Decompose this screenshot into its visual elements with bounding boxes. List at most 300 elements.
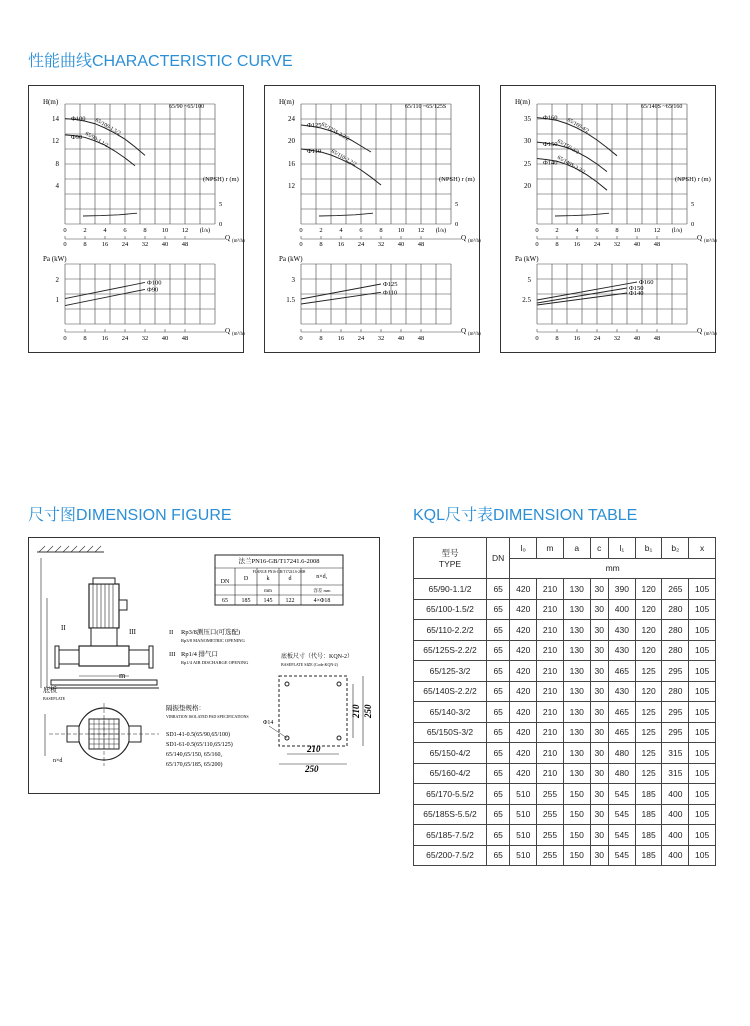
table-cell: 420: [510, 620, 537, 641]
head-curve-label: 65/100-1.5/2: [94, 117, 122, 137]
q-ls-tick: 8: [143, 227, 147, 234]
pa-axis-label: Pa (kW): [43, 255, 67, 263]
table-cell: 120: [635, 579, 662, 600]
q-unit: (m³/h): [232, 239, 245, 244]
note-iii: III: [169, 651, 176, 658]
table-row: [414, 661, 716, 682]
q-ls-tick: 12: [417, 227, 425, 234]
pad-title-en: VIBRATION ISOLATED PAD SPECIFICATIONS: [166, 714, 249, 719]
table-cell-type: 65/185-7.5/2: [414, 825, 487, 846]
q-m3h-tick: 16: [337, 241, 345, 248]
col-m: m: [537, 538, 564, 559]
table-cell: 130: [563, 743, 590, 764]
power-curve-label: Φ90: [147, 286, 159, 294]
q-label: Q: [697, 234, 703, 242]
flange-unit: mm: [264, 589, 272, 594]
table-cell: 125: [635, 661, 662, 682]
table-cell: 30: [590, 620, 608, 641]
pa-tick: 1: [55, 296, 59, 304]
q-m3h-tick: 32: [613, 335, 621, 342]
q-ls-tick: 12: [653, 227, 661, 234]
q-label: Q: [225, 234, 231, 242]
q-m3h-tick: 16: [573, 241, 581, 248]
m-label: m: [119, 671, 126, 680]
table-cell-type: 65/170-5.5/2: [414, 784, 487, 805]
table-cell: 105: [689, 722, 716, 743]
power-curve-label: Φ100: [147, 279, 162, 287]
q-ls-tick: 8: [615, 227, 619, 234]
col-l1: l₁: [609, 538, 636, 559]
table-cell: 65: [487, 784, 510, 805]
q-m3h-tick: 24: [593, 241, 601, 248]
q-m3h-tick: 16: [573, 335, 581, 342]
table-cell: 130: [563, 579, 590, 600]
table-row: [414, 825, 716, 846]
table-cell: 30: [590, 743, 608, 764]
flange-head-dn: DN: [220, 579, 230, 585]
table-cell: 30: [590, 763, 608, 784]
dimension-drawing: [29, 538, 379, 793]
table-cell: 185: [635, 845, 662, 866]
chart-panel-1: [28, 85, 244, 353]
q-m3h-tick: 48: [181, 335, 189, 342]
chart-2: [265, 86, 479, 352]
table-cell: 65: [487, 702, 510, 723]
table-cell: 65: [487, 763, 510, 784]
q-ls-tick: 6: [595, 227, 599, 234]
table-cell: 30: [590, 640, 608, 661]
q-m3h-tick: 0: [535, 241, 539, 248]
table-cell: 420: [510, 661, 537, 682]
table-cell: 420: [510, 640, 537, 661]
baseplate-label: 底板: [43, 686, 57, 694]
power-curve-label: Φ125: [383, 281, 398, 288]
note-rp38-en: Rp3/8 MANOMETRIC OPENING: [181, 638, 245, 643]
q-ls-tick: 4: [575, 227, 579, 234]
table-cell: 150: [563, 784, 590, 805]
table-cell: 295: [662, 661, 689, 682]
q-m3h-tick: 8: [83, 241, 87, 248]
table-cell: 545: [609, 804, 636, 825]
q-unit: (m³/h): [232, 332, 245, 337]
table-cell: 255: [537, 845, 564, 866]
q-m3h-tick: 0: [535, 335, 539, 342]
table-cell: 105: [689, 784, 716, 805]
h-tick: 25: [524, 160, 531, 168]
table-cell: 105: [689, 825, 716, 846]
q-m3h-tick: 8: [555, 335, 559, 342]
impeller-label: Φ160: [543, 114, 558, 122]
table-cell: 65: [487, 722, 510, 743]
table-cell: 125: [635, 743, 662, 764]
flange-head-d-small: d: [288, 576, 292, 582]
table-cell: 400: [662, 825, 689, 846]
table-row: [414, 681, 716, 702]
table-cell: 120: [635, 620, 662, 641]
chart-1: [29, 86, 243, 352]
table-cell-type: 65/185S-5.5/2: [414, 804, 487, 825]
q-m3h-tick: 32: [613, 241, 621, 248]
h-tick: 4: [55, 182, 59, 190]
flange-sub: 容差 mm: [313, 588, 331, 593]
flange-title: 法兰PN16-GB/T17241.6-2008: [238, 558, 320, 565]
q-ls-tick: (l/s): [199, 227, 211, 234]
flange-table: [215, 555, 343, 605]
col-b1: b₁: [635, 538, 662, 559]
chart-panel-3: [500, 85, 716, 353]
table-cell: 105: [689, 681, 716, 702]
head-curve-label: 65/140S-2.2/2: [556, 154, 587, 176]
table-cell: 280: [662, 681, 689, 702]
h-tick: 24: [288, 115, 295, 123]
table-cell: 255: [537, 784, 564, 805]
table-cell-type: 65/200-7.5/2: [414, 845, 487, 866]
table-cell: 510: [510, 825, 537, 846]
table-cell: 30: [590, 784, 608, 805]
q-unit: (m³/h): [704, 332, 717, 337]
table-cell: 105: [689, 620, 716, 641]
table-cell: 30: [590, 661, 608, 682]
q-ls-tick: 2: [319, 227, 323, 234]
table-row: [414, 743, 716, 764]
pa-tick: 2: [55, 276, 59, 284]
table-cell: 105: [689, 743, 716, 764]
table-row: [414, 640, 716, 661]
table-cell: 465: [609, 722, 636, 743]
q-m3h-tick: 0: [299, 241, 303, 248]
impeller-label: Φ140: [543, 159, 558, 167]
table-cell: 545: [609, 825, 636, 846]
table-cell: 65: [487, 743, 510, 764]
dim-250-v: 250: [363, 704, 373, 718]
npsh-label: (NPSH) r (m): [203, 176, 239, 183]
q-m3h-tick: 8: [319, 335, 323, 342]
table-cell: 65: [487, 620, 510, 641]
h-tick: 14: [52, 115, 59, 123]
table-row: [414, 722, 716, 743]
col-a: a: [563, 538, 590, 559]
head-curve-label: 65/150-3/2: [556, 138, 580, 156]
table-cell: 130: [563, 722, 590, 743]
nd-label: n×d: [53, 758, 63, 764]
npsh-tick: 5: [691, 201, 695, 208]
table-cell: 65: [487, 579, 510, 600]
dim-210-h: 210: [307, 744, 321, 754]
pad-sd1: SD1-41-0.5(65/90,65/100): [166, 732, 230, 738]
q-unit: (m³/h): [468, 239, 481, 244]
table-cell: 265: [662, 579, 689, 600]
table-cell-type: 65/110-2.2/2: [414, 620, 487, 641]
table-cell: 210: [537, 702, 564, 723]
table-row: [414, 579, 716, 600]
q-m3h-tick: 48: [417, 335, 425, 342]
table-cell: 120: [635, 599, 662, 620]
flange-val-d-small: 122: [285, 598, 295, 604]
pa-axis-label: Pa (kW): [515, 255, 539, 263]
table-cell: 430: [609, 640, 636, 661]
q-ls-tick: (l/s): [671, 227, 683, 234]
col-c: c: [590, 538, 608, 559]
table-cell: 510: [510, 804, 537, 825]
head-curve-label: 65/110-2.2/2: [330, 148, 358, 168]
h-tick: 20: [288, 137, 295, 145]
table-cell: 315: [662, 763, 689, 784]
table-cell: 545: [609, 845, 636, 866]
table-cell-type: 65/100-1.5/2: [414, 599, 487, 620]
table-cell: 420: [510, 722, 537, 743]
h-axis-label: H(m): [43, 98, 59, 106]
q-m3h-tick: 8: [83, 335, 87, 342]
table-cell: 430: [609, 620, 636, 641]
table-cell: 150: [563, 804, 590, 825]
q-label: Q: [697, 327, 703, 335]
table-cell: 130: [563, 640, 590, 661]
dim-250-h: 250: [305, 764, 319, 774]
table-cell: 210: [537, 579, 564, 600]
q-m3h-tick: 24: [593, 335, 601, 342]
table-cell: 150: [563, 845, 590, 866]
q-m3h-tick: 32: [377, 335, 385, 342]
table-cell: 400: [662, 784, 689, 805]
impeller-label: Φ100: [71, 115, 86, 123]
q-m3h-tick: 32: [141, 335, 149, 342]
table-cell: 210: [537, 743, 564, 764]
legend-title: 65/110 ~65/125S: [405, 104, 447, 110]
table-cell: 125: [635, 763, 662, 784]
table-cell: 65: [487, 845, 510, 866]
q-m3h-tick: 32: [141, 241, 149, 248]
table-cell: 430: [609, 681, 636, 702]
h-tick: 30: [524, 137, 531, 145]
table-row: [414, 784, 716, 805]
table-cell: 280: [662, 599, 689, 620]
table-cell-type: 65/150-4/2: [414, 743, 487, 764]
marker-ii-left: II: [61, 624, 66, 632]
col-b2: b₂: [662, 538, 689, 559]
table-cell: 105: [689, 702, 716, 723]
q-m3h-tick: 40: [397, 335, 405, 342]
q-m3h-tick: 16: [337, 335, 345, 342]
pa-tick: 1.5: [286, 296, 295, 304]
table-cell: 480: [609, 763, 636, 784]
dimension-figure: [28, 537, 380, 794]
col-l0: l₀: [510, 538, 537, 559]
table-cell: 315: [662, 743, 689, 764]
table-cell-type: 65/150S-3/2: [414, 722, 487, 743]
table-cell: 150: [563, 825, 590, 846]
impeller-label: Φ150: [543, 141, 558, 149]
table-cell: 130: [563, 661, 590, 682]
impeller-label: Φ125: [307, 122, 322, 129]
q-m3h-tick: 48: [181, 241, 189, 248]
dimension-table-body: [414, 579, 716, 866]
q-ls-tick: 6: [123, 227, 127, 234]
table-cell: 65: [487, 804, 510, 825]
dim-210-v: 210: [351, 704, 361, 718]
q-ls-tick: 6: [359, 227, 363, 234]
table-cell-type: 65/125-3/2: [414, 661, 487, 682]
table-cell: 30: [590, 825, 608, 846]
q-m3h-tick: 16: [101, 335, 109, 342]
h-axis-label: H(m): [515, 98, 531, 106]
h-tick: 8: [55, 160, 59, 168]
power-curve-label: Φ140: [629, 290, 644, 297]
table-cell: 210: [537, 763, 564, 784]
baseplate-title-en: BASEPLATE SIZE (Code:KQN-2): [281, 662, 338, 667]
table-cell-type: 65/140S-2.2/2: [414, 681, 487, 702]
h-tick: 35: [524, 115, 531, 123]
table-cell: 120: [635, 640, 662, 661]
power-curve-label: Φ160: [639, 279, 654, 286]
legend-title: 65/140S ~65/160: [641, 104, 683, 110]
table-cell-type: 65/125S-2.2/2: [414, 640, 487, 661]
col-x: x: [689, 538, 716, 559]
table-cell: 210: [537, 640, 564, 661]
q-ls-tick: 10: [397, 227, 405, 234]
table-cell: 65: [487, 661, 510, 682]
power-curve-label: Φ150: [629, 285, 644, 292]
table-cell: 120: [635, 681, 662, 702]
q-m3h-tick: 48: [653, 241, 661, 248]
table-cell: 400: [662, 845, 689, 866]
chart-panel-2: [264, 85, 480, 353]
q-m3h-tick: 24: [357, 335, 365, 342]
col-dn: DN: [487, 538, 510, 579]
table-cell: 130: [563, 763, 590, 784]
q-ls-tick: 12: [181, 227, 189, 234]
table-cell: 125: [635, 702, 662, 723]
q-label: Q: [225, 327, 231, 335]
table-cell: 420: [510, 763, 537, 784]
h-tick: 12: [288, 182, 295, 190]
table-cell: 30: [590, 579, 608, 600]
pa-tick: 5: [527, 276, 531, 284]
q-m3h-tick: 0: [299, 335, 303, 342]
dimension-figure-title: 尺寸图DIMENSION FIGURE: [28, 507, 232, 524]
table-cell: 130: [563, 681, 590, 702]
table-cell: 280: [662, 640, 689, 661]
table-cell: 210: [537, 661, 564, 682]
power-curve-label: Φ110: [383, 289, 398, 297]
table-cell: 105: [689, 661, 716, 682]
table-cell: 420: [510, 599, 537, 620]
table-cell: 390: [609, 579, 636, 600]
table-cell: 125: [635, 722, 662, 743]
pad-sd4: 65/170,65/185, 65/200): [166, 762, 223, 768]
table-cell: 545: [609, 784, 636, 805]
table-cell: 105: [689, 763, 716, 784]
table-row: [414, 620, 716, 641]
dimension-table-title: KQL尺寸表DIMENSION TABLE: [413, 507, 638, 524]
flange-val-k: 145: [263, 598, 273, 604]
dimension-table: [413, 537, 716, 866]
pa-axis-label: Pa (kW): [279, 255, 303, 263]
h-axis-label: H(m): [279, 98, 295, 106]
q-ls-tick: 0: [535, 227, 539, 234]
legend-title: 65/90 ~65/100: [169, 104, 205, 110]
h-tick: 16: [288, 160, 295, 168]
impeller-label: Φ110: [307, 148, 322, 155]
q-m3h-tick: 24: [121, 335, 129, 342]
npsh-label: (NPSH) r (m): [439, 176, 475, 183]
table-cell: 65: [487, 640, 510, 661]
npsh-tick: 0: [455, 221, 459, 228]
q-m3h-tick: 8: [555, 241, 559, 248]
h-tick: 20: [524, 182, 531, 190]
npsh-tick: 0: [219, 221, 223, 228]
pad-sd2: SD1-61-0.5(65/110,65/125): [166, 742, 233, 748]
q-ls-tick: 2: [83, 227, 87, 234]
table-row: [414, 702, 716, 723]
q-ls-tick: (l/s): [435, 227, 447, 234]
q-ls-tick: 0: [299, 227, 303, 234]
flange-val-dn: 65: [222, 598, 228, 604]
npsh-tick: 0: [691, 221, 695, 228]
flange-head-d: D: [243, 576, 249, 582]
q-unit: (m³/h): [468, 332, 481, 337]
note-rp14-en: Rp1/4 AIR DISCHARGE OPENING: [181, 660, 249, 665]
table-row: [414, 599, 716, 620]
table-cell: 105: [689, 599, 716, 620]
q-m3h-tick: 0: [63, 335, 67, 342]
table-cell: 400: [609, 599, 636, 620]
table-row: [414, 845, 716, 866]
q-ls-tick: 10: [161, 227, 169, 234]
q-m3h-tick: 48: [653, 335, 661, 342]
impeller-label: Φ90: [71, 133, 83, 141]
table-cell: 400: [662, 804, 689, 825]
table-cell: 105: [689, 804, 716, 825]
table-cell: 465: [609, 702, 636, 723]
table-cell: 30: [590, 845, 608, 866]
table-row: [414, 763, 716, 784]
note-rp38: Rp3/8测压口(可选配): [181, 629, 241, 636]
q-m3h-tick: 40: [161, 241, 169, 248]
note-rp14: Rp1/4 排气口: [181, 651, 219, 658]
power-curve: [301, 284, 381, 299]
table-cell: 105: [689, 579, 716, 600]
q-m3h-tick: 40: [633, 241, 641, 248]
table-cell: 30: [590, 722, 608, 743]
q-m3h-tick: 8: [319, 241, 323, 248]
table-cell: 30: [590, 804, 608, 825]
npsh-tick: 5: [219, 201, 223, 208]
q-ls-tick: 2: [555, 227, 559, 234]
table-cell: 280: [662, 620, 689, 641]
table-cell: 65: [487, 681, 510, 702]
q-m3h-tick: 48: [417, 241, 425, 248]
table-cell: 510: [510, 845, 537, 866]
table-cell: 210: [537, 681, 564, 702]
table-cell: 185: [635, 825, 662, 846]
q-label: Q: [461, 327, 467, 335]
table-cell: 130: [563, 702, 590, 723]
pa-tick: 2.5: [522, 296, 531, 304]
h-tick: 12: [52, 137, 59, 145]
table-cell: 465: [609, 661, 636, 682]
table-cell: 480: [609, 743, 636, 764]
q-ls-tick: 0: [63, 227, 67, 234]
head-curve-label: 65/90-1.1/2: [84, 130, 110, 149]
table-cell: 185: [635, 804, 662, 825]
flange-head-nd1: n×d₁: [316, 574, 328, 580]
table-cell: 210: [537, 722, 564, 743]
q-ls-tick: 8: [379, 227, 383, 234]
table-cell: 255: [537, 825, 564, 846]
q-ls-tick: 4: [339, 227, 343, 234]
q-ls-tick: 4: [103, 227, 107, 234]
table-cell: 185: [635, 784, 662, 805]
